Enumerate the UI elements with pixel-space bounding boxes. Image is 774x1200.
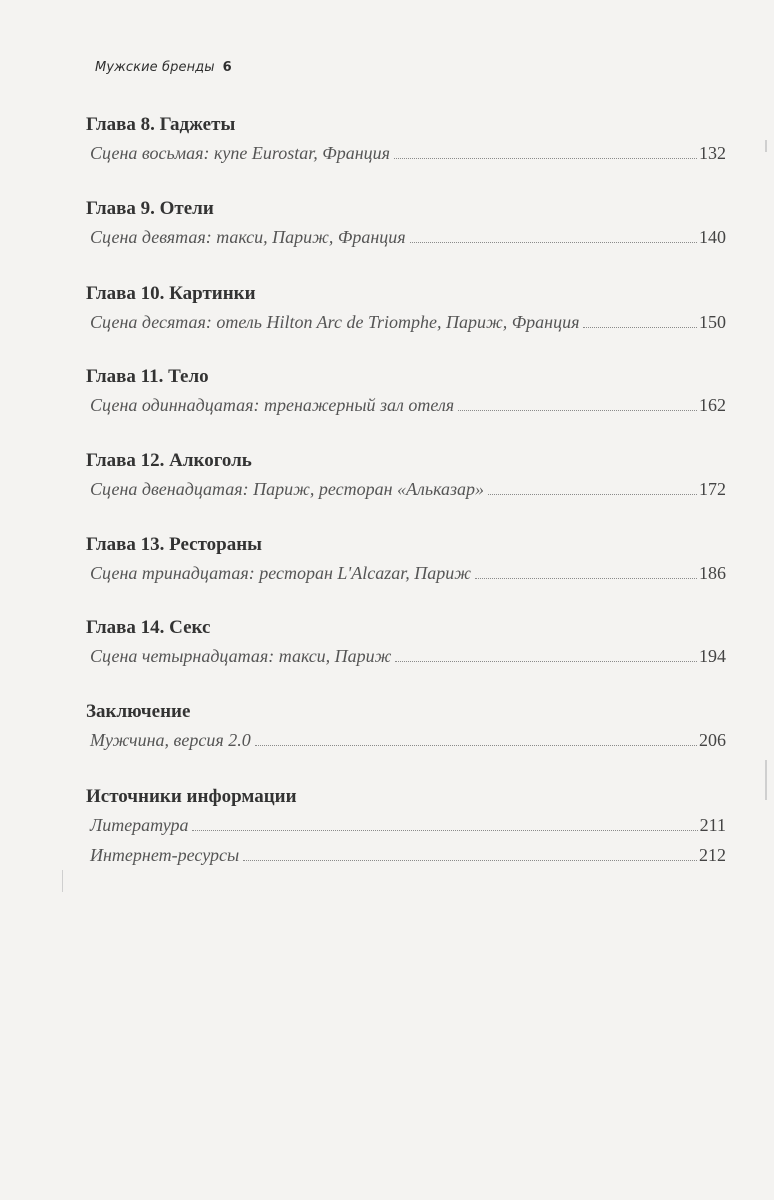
entry-page-number: 150 bbox=[699, 312, 726, 332]
entry-title: Сцена одиннадцатая: тренажерный зал отеля bbox=[90, 395, 455, 415]
toc-section-chapter-13 bbox=[86, 532, 726, 588]
toc-section-chapter-14 bbox=[86, 615, 726, 671]
entry-title: Сцена десятая: отель Hilton Arc de Triomphe, Париж, Франция bbox=[90, 312, 580, 332]
entry-title: Сцена тринадцатая: ресторан L'Alcazar, Париж bbox=[90, 563, 471, 583]
entry-page-number: 140 bbox=[699, 227, 726, 247]
entry-title: Сцена четырнадцатая: такси, Париж bbox=[90, 646, 392, 666]
entry-title: Мужчина, версия 2.0 bbox=[90, 730, 251, 750]
entry-title: Интернет-ресурсы bbox=[90, 845, 240, 865]
toc-entry[interactable] bbox=[86, 222, 726, 252]
toc-entry[interactable] bbox=[86, 810, 726, 840]
toc-entry[interactable] bbox=[86, 390, 726, 420]
dot-leader bbox=[395, 661, 697, 662]
chapter-heading: Глава 13. Рестораны bbox=[86, 534, 263, 555]
chapter-heading: Глава 11. Тело bbox=[86, 366, 209, 387]
chapter-heading: Заключение bbox=[86, 701, 191, 722]
entry-page-number: 211 bbox=[699, 815, 726, 835]
chapter-heading: Глава 10. Картинки bbox=[86, 283, 256, 304]
toc-section-chapter-10 bbox=[86, 281, 726, 337]
chapter-heading: Глава 8. Гаджеты bbox=[86, 114, 236, 135]
toc-entry[interactable] bbox=[86, 725, 726, 755]
dot-leader bbox=[394, 158, 697, 159]
chapter-heading: Глава 14. Секс bbox=[86, 617, 211, 638]
scan-artifact bbox=[765, 760, 767, 800]
entry-page-number: 162 bbox=[699, 395, 726, 415]
toc-entry[interactable] bbox=[86, 307, 726, 337]
running-head bbox=[95, 60, 232, 75]
scan-artifact bbox=[765, 140, 767, 152]
toc-section-chapter-11 bbox=[86, 364, 726, 420]
scan-artifact bbox=[62, 870, 63, 892]
dot-leader bbox=[243, 860, 697, 861]
dot-leader bbox=[583, 327, 697, 328]
entry-page-number: 186 bbox=[699, 563, 726, 583]
entry-page-number: 132 bbox=[699, 143, 726, 163]
entry-title: Сцена восьмая: купе Eurostar, Франция bbox=[90, 143, 390, 163]
dot-leader bbox=[488, 494, 697, 495]
chapter-heading: Глава 12. Алкоголь bbox=[86, 450, 252, 471]
dot-leader bbox=[410, 242, 697, 243]
dot-leader bbox=[255, 745, 697, 746]
entry-page-number: 172 bbox=[699, 479, 726, 499]
entry-page-number: 194 bbox=[699, 646, 726, 666]
entry-title: Сцена девятая: такси, Париж, Франция bbox=[90, 227, 406, 247]
toc-section-conclusion bbox=[86, 699, 726, 755]
toc-entry[interactable] bbox=[86, 641, 726, 671]
toc-section-chapter-9 bbox=[86, 196, 726, 252]
entry-title: Литература bbox=[90, 815, 189, 835]
page-number: 6 bbox=[222, 60, 232, 75]
toc-section-chapter-12 bbox=[86, 448, 726, 504]
dot-leader bbox=[192, 830, 697, 831]
dot-leader bbox=[458, 410, 697, 411]
entry-page-number: 212 bbox=[699, 845, 726, 865]
toc-entry[interactable] bbox=[86, 138, 726, 168]
toc-entry[interactable] bbox=[86, 558, 726, 588]
chapter-heading: Источники информации bbox=[86, 786, 297, 807]
toc-entry[interactable] bbox=[86, 474, 726, 504]
dot-leader bbox=[475, 578, 697, 579]
book-title: Мужские бренды bbox=[95, 60, 215, 75]
toc-section-sources bbox=[86, 784, 726, 870]
entry-page-number: 206 bbox=[699, 730, 726, 750]
entry-title: Сцена двенадцатая: Париж, ресторан «Альказар» bbox=[90, 479, 485, 499]
toc-section-chapter-8 bbox=[86, 112, 726, 168]
chapter-heading: Глава 9. Отели bbox=[86, 198, 214, 219]
toc-entry[interactable] bbox=[86, 840, 726, 870]
